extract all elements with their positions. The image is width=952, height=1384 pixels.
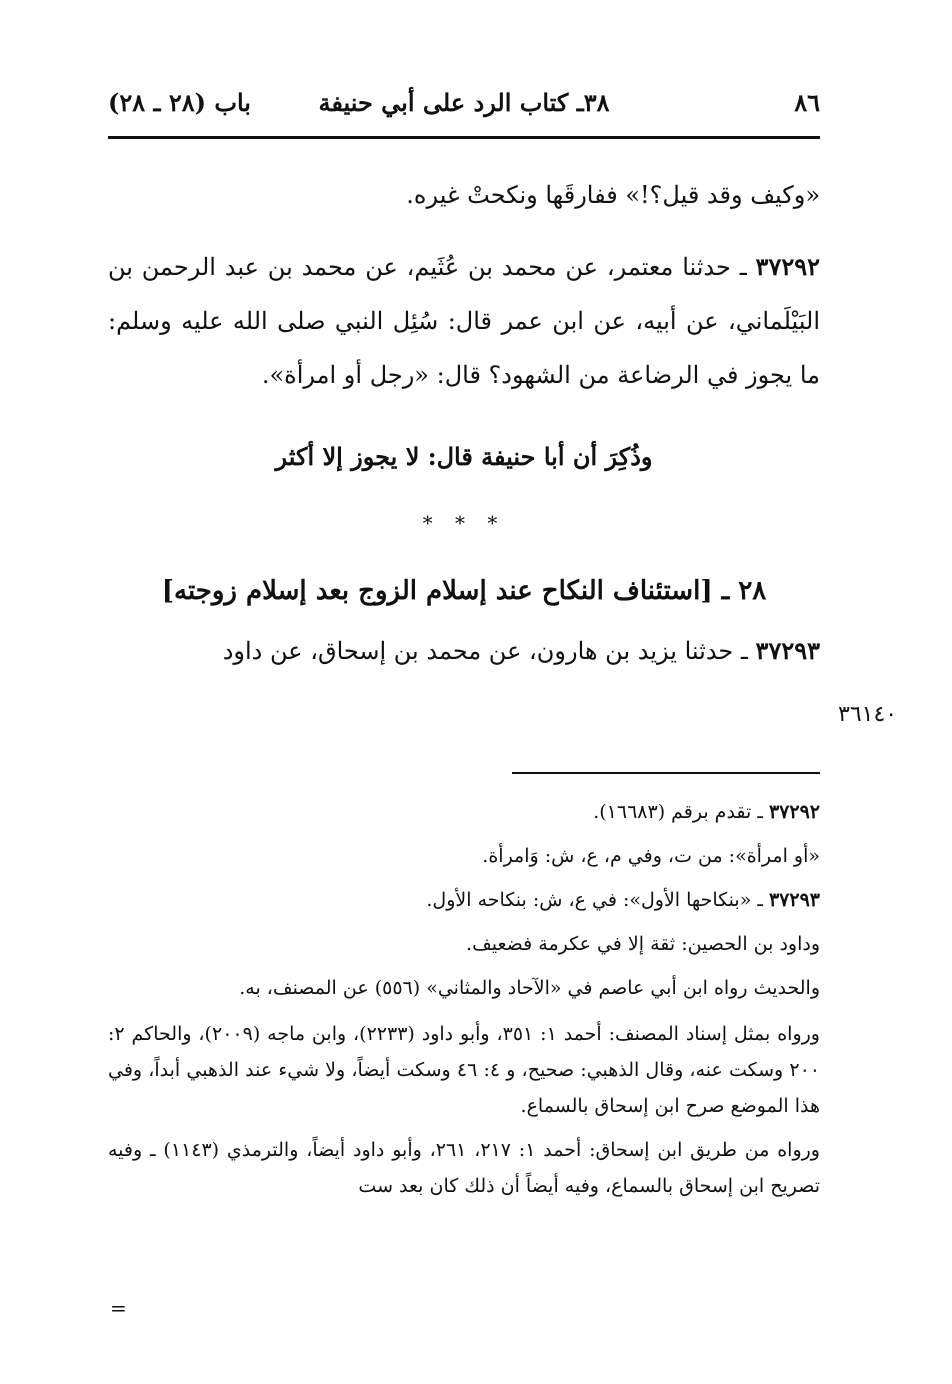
text-line: «وكيف وقد قيل؟!» ففارقَها ونكحتْ غيره. [406, 181, 820, 209]
footnote [108, 878, 820, 922]
footnote [108, 790, 820, 834]
hadith-text: ـ حدثنا يزيد بن هارون، عن محمد بن إسحاق، عن داود [222, 637, 756, 665]
hadith-number: ٣٧٢٩٢ [755, 252, 820, 281]
footnote-number: ٣٧٢٩٣ [768, 889, 820, 911]
footnotes [108, 790, 820, 1204]
footnote: ورواه من طريق ابن إسحاق: أحمد ١: ٢١٧، ٢٦١، وأبو داود أيضاً، والترمذي (١١٤٣) ـ وفيه تصريح ابن إسحاق بالسماع، وفيه أيضاً أن ذلك كان بعد ست [108, 1139, 820, 1197]
page-number: ٨٦ [794, 88, 820, 117]
hadith-37292 [108, 240, 820, 402]
hadith-text: ـ حدثنا معتمر، عن محمد بن عُثَيم، عن محمد بن عبد الرحمن بن البَيْلَماني، عن أبيه، عن ابن عمر قال: سُئِل النبي صلى الله عليه وسلم: ما يجوز في الرضاعة من الشهود؟ قال: «رجل أو امرأة». [108, 253, 820, 389]
footnote: والحديث رواه ابن أبي عاصم في «الآحاد والمثاني» (٥٥٦) عن المصنف، به. [239, 977, 820, 999]
abu-hanifa-note: وذُكِرَ أن أبا حنيفة قال: لا يجوز إلا أكثر [275, 442, 653, 471]
separator-stars: * * * [422, 511, 506, 535]
main-text [108, 168, 820, 678]
chapter-range: باب (٢٨ ـ ٢٨) [108, 88, 251, 117]
footnote-text: ـ «بنكاحها الأول»: في ع، ش: بنكاحه الأول. [426, 889, 769, 911]
continuation-mark: = [110, 1296, 127, 1320]
book-title: ٣٨ـ كتاب الرد على أبي حنيفة [318, 88, 610, 117]
footnote: «أو امرأة»: من ت، وفي م، ع، ش: وَامرأة. [482, 845, 820, 867]
section-title: ٢٨ ـ [استئناف النكاح عند إسلام الزوج بعد إسلام زوجته] [161, 576, 767, 606]
footnote-number: ٣٧٢٩٢ [768, 801, 820, 823]
header-rule [108, 136, 820, 139]
running-header [108, 88, 820, 128]
footnote-rule [512, 772, 820, 774]
footnote: ورواه بمثل إسناد المصنف: أحمد ١: ٣٥١، وأبو داود (٢٢٣٣)، وابن ماجه (٢٠٠٩)، والحاكم ٢: ٢٠٠ وسكت عنه، وقال الذهبي: صحيح، و ٤: ٤٦ وسكت أيضاً، ولا شيء عند الذهبي أبداً، وفي هذا الموضع صرح ابن إسحاق بالسماع. [108, 1023, 821, 1117]
hadith-37293 [108, 624, 820, 678]
footnote: وداود بن الحصين: ثقة إلا في عكرمة فضعيف. [466, 933, 820, 955]
hadith-number: ٣٧٢٩٣ [755, 636, 820, 665]
margin-reference: ٣٦١٤٠ [838, 702, 898, 727]
footnote-text: ـ تقدم برقم (١٦٦٨٣). [593, 801, 769, 823]
